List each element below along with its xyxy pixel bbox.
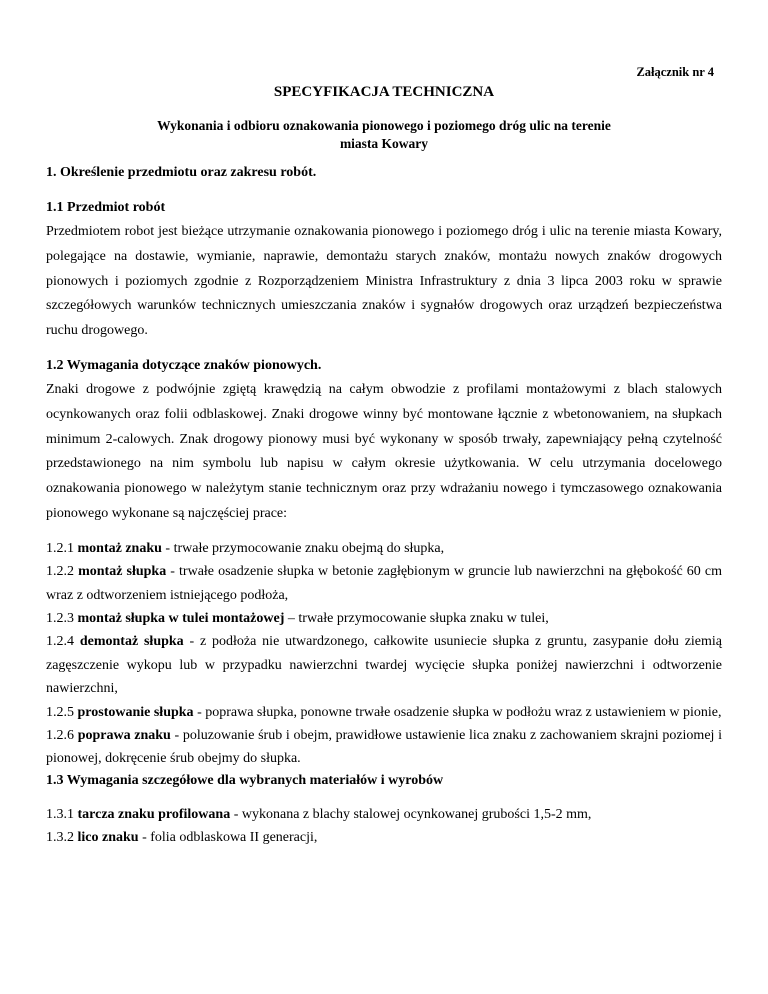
- works-list: [46, 537, 722, 771]
- section-1-1-heading: 1.1 Przedmiot robót: [46, 200, 166, 215]
- materials-list: [46, 803, 722, 850]
- document-title: SPECYFIKACJA TECHNICZNA: [273, 84, 495, 100]
- section-1-1-text: Przedmiotem robot jest bieżące utrzymanie oznakowania pionowego i poziomego dróg i ulic na terenie miasta Kowary, polegające na dostawie, wymianie, naprawie, demontażu starych znaków, montażu nowych znaków drogowych pionowych i poziomych zgodnie z Rozporządzeniem Ministra Infrastruktury z dnia 3 lipca 2003 roku w sprawie szczegółowych warunków technicznych umieszczania znaków i sygnałów drogowych oraz urządzeń bezpieczeństwa ruchu drogowego.: [46, 224, 722, 339]
- list-item: 1.2.2 montaż słupka - trwałe osadzenie słupka w betonie zagłębionym w gruncie lub nawierzchni na głębokość 60 cm wraz z odtworzeniem istniejącego podłoża,: [46, 564, 722, 603]
- list-item: 1.2.4 demontaż słupka - z podłoża nie utwardzonego, całkowite usuniecie słupka z gruntu, zasypanie dołu ziemią zagęszczenie wykopu lub w przypadku nawierzchni twardej wycięcie słupka poniżej nawierzchni i odtworzenie nawierzchni,: [46, 634, 723, 697]
- document-body: [46, 163, 722, 850]
- section-1-2-text: Znaki drogowe z podwójnie zgiętą krawędzią na całym obwodzie z profilami montażowymi z blach stalowych ocynkowanych oraz folii odblaskowej. Znaki drogowe winny być montowane łącznie z wbetonowaniem, na słupkach minimum 2-calowych. Znak drogowy pionowy musi być wykonany w sposób trwały, zapewniający pełną czytelność przedstawionego na nim symbolu lub napisu w całym okresie użytkowania. W celu utrzymania docelowego oznakowania pionowego w należytym stanie technicznym oraz przy wdrażaniu nowego i tymczasowego oznakowania pionowego wykonane są najczęściej prace:: [46, 381, 722, 521]
- subtitle-line-2: miasta Kowary: [339, 136, 429, 151]
- section-1-heading: 1. Określenie przedmiotu oraz zakresu robót.: [46, 165, 317, 180]
- document-subtitle: [100, 117, 668, 153]
- list-item: 1.2.5 prostowanie słupka - poprawa słupka, ponowne trwałe osadzenie słupka w podłożu wraz z ustawieniem w pionie,: [46, 704, 722, 720]
- list-item: 1.3.2 lico znaku - folia odblaskowa II generacji,: [46, 830, 318, 846]
- annex-label: Załącznik nr 4: [636, 65, 714, 79]
- list-item: 1.2.6 poprawa znaku - poluzowanie śrub i obejm, prawidłowe ustawienie lica znaku z zachowaniem skrajni poziomej i pionowej, dokręcenie śrub obejmy do słupka.: [46, 728, 722, 767]
- list-item: 1.3.1 tarcza znaku profilowana - wykonana z blachy stalowej ocynkowanej grubości 1,5-2 mm,: [46, 806, 592, 822]
- list-item: 1.2.1 montaż znaku - trwałe przymocowanie znaku obejmą do słupka,: [46, 540, 445, 556]
- list-item: 1.2.3 montaż słupka w tulei montażowej – trwałe przymocowanie słupka znaku w tulei,: [46, 610, 549, 626]
- section-1-3-heading: 1.3 Wymagania szczegółowe dla wybranych materiałów i wyrobów: [46, 772, 444, 788]
- subtitle-line-1: Wykonania i odbioru oznakowania pionowego i poziomego dróg ulic na terenie: [157, 118, 611, 133]
- section-1-2-heading: 1.2 Wymagania dotyczące znaków pionowych.: [46, 357, 322, 373]
